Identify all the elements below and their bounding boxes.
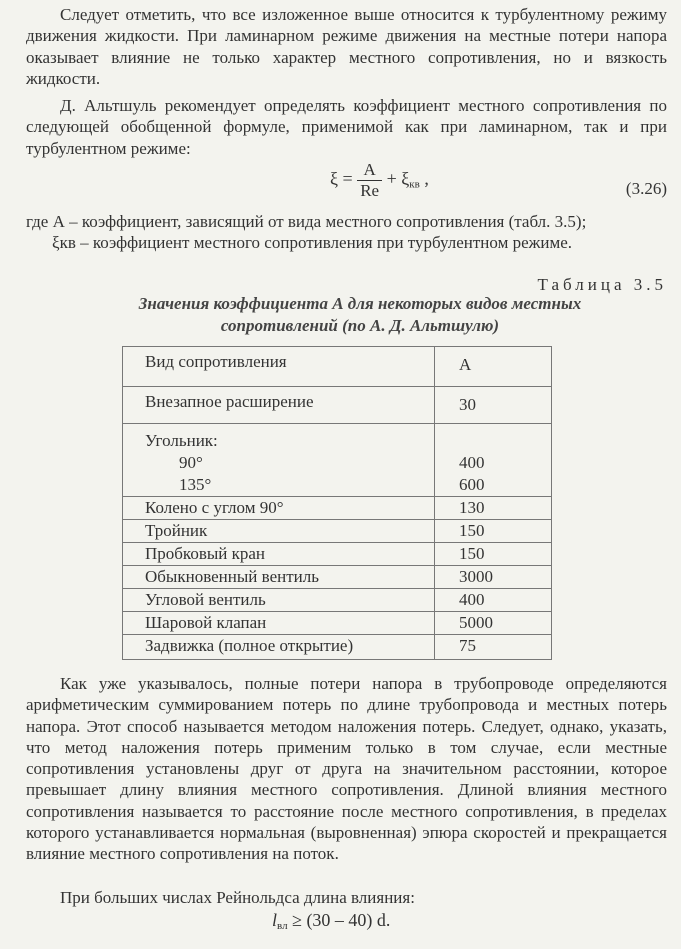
table-row [123,566,552,589]
angle-135-label: 135° [179,475,212,494]
table-row [123,424,552,497]
table-row [123,612,552,635]
paragraph-altshul: Д. Альтшуль рекомендует определять коэффициент местного сопротивления по следующей обобщенной формуле, применимой как при ламинарном, так и при турбулентном режиме: [26,96,667,158]
table-row [123,589,552,612]
formula-numerator: A [357,160,382,181]
a-cell: 5000 [435,612,552,635]
table-row [123,635,552,660]
a-cell [435,424,552,497]
table-row [123,543,552,566]
formula-number: (3.26) [625,179,667,198]
where-line-a: где А – коэффициент, зависящий от вида местного сопротивления (табл. 3.5); [26,212,587,231]
header-a-cell: А [435,347,552,387]
a-value-135: 600 [459,475,485,494]
type-cell: Задвижка (полное открытие) [123,635,435,660]
table-number-label: Таблица 3.5 [537,275,667,294]
a-cell: 150 [435,543,552,566]
type-cell: Тройник [123,520,435,543]
type-cell [123,424,435,497]
table-title-line1: Значения коэффициента А для некоторых видов местных [138,294,582,313]
a-cell: 75 [435,635,552,660]
formula-l: l [272,910,278,930]
type-cell: Внезапное расширение [123,387,435,424]
table-title-line2: сопротивлений (по А. Д. Альтшулю) [220,316,500,335]
formula-3-26 [330,160,429,201]
formula-fraction [357,160,382,201]
formula-sub-vl: вл [277,920,288,932]
type-cell: Угловой вентиль [123,589,435,612]
a-cell: 30 [435,387,552,424]
table-header-row [123,347,552,387]
type-cell: Обыкновенный вентиль [123,566,435,589]
formula-length-rhs: ≥ (30 – 40) d. [292,910,391,930]
a-cell: 150 [435,520,552,543]
formula-plus-xi: + ξ [386,168,410,189]
a-value-90: 400 [459,453,485,472]
coefficient-table [122,346,552,660]
angle-90-label: 90° [179,453,203,472]
table-row [123,497,552,520]
type-cell: Колено с углом 90° [123,497,435,520]
formula-influence-length [272,910,390,932]
where-line-xi: ξкв – коэффициент местного сопротивления при турбулентном режиме. [52,233,573,252]
table-row [123,387,552,424]
table-row [123,520,552,543]
a-cell: 400 [435,589,552,612]
paragraph-superposition: Как уже указывалось, полные потери напора в трубопроводе определяются арифметическим суммированием потерь по длине трубопровода и местных потерь напора. Этот способ называется методом наложения потерь. Следует, однако, указать, что метод наложения потерь применим только в том случае, если местные сопротивления установлены друг от друга на значительном расстоянии, которое превышает длину влияния местного сопротивления. Длиной влияния местного сопротивления называется то расстояние после местного сопротивления, в пределах которого устанавливается нормальная (выровненная) эпюра скоростей и прекращается влияние местного сопротивления на поток. [26,674,667,864]
angle-fitting-label: Угольник: [145,431,218,450]
paragraph-turbulent-note: Следует отметить, что все изложенное выше относится к турбулентному режиму движения жидкости. При ламинарном режиме движения на местные потери напора оказывает влияние не только характер местного сопротивления, но и вязкость жидкости. [26,5,667,88]
formula-denominator: Re [360,181,380,200]
formula-tail: , [424,168,429,189]
type-cell: Шаровой клапан [123,612,435,635]
angle-fitting-lines [145,430,434,496]
type-cell: Пробковый кран [123,543,435,566]
header-type-cell: Вид сопротивления [123,347,435,387]
table-title [80,293,640,337]
formula-lhs: ξ = [330,168,353,189]
paragraph-reynolds: При больших числах Рейнольдса длина влияния: [60,888,415,907]
a-cell: 3000 [435,566,552,589]
formula-sub-kv: кв [409,178,420,191]
a-cell: 130 [435,497,552,520]
